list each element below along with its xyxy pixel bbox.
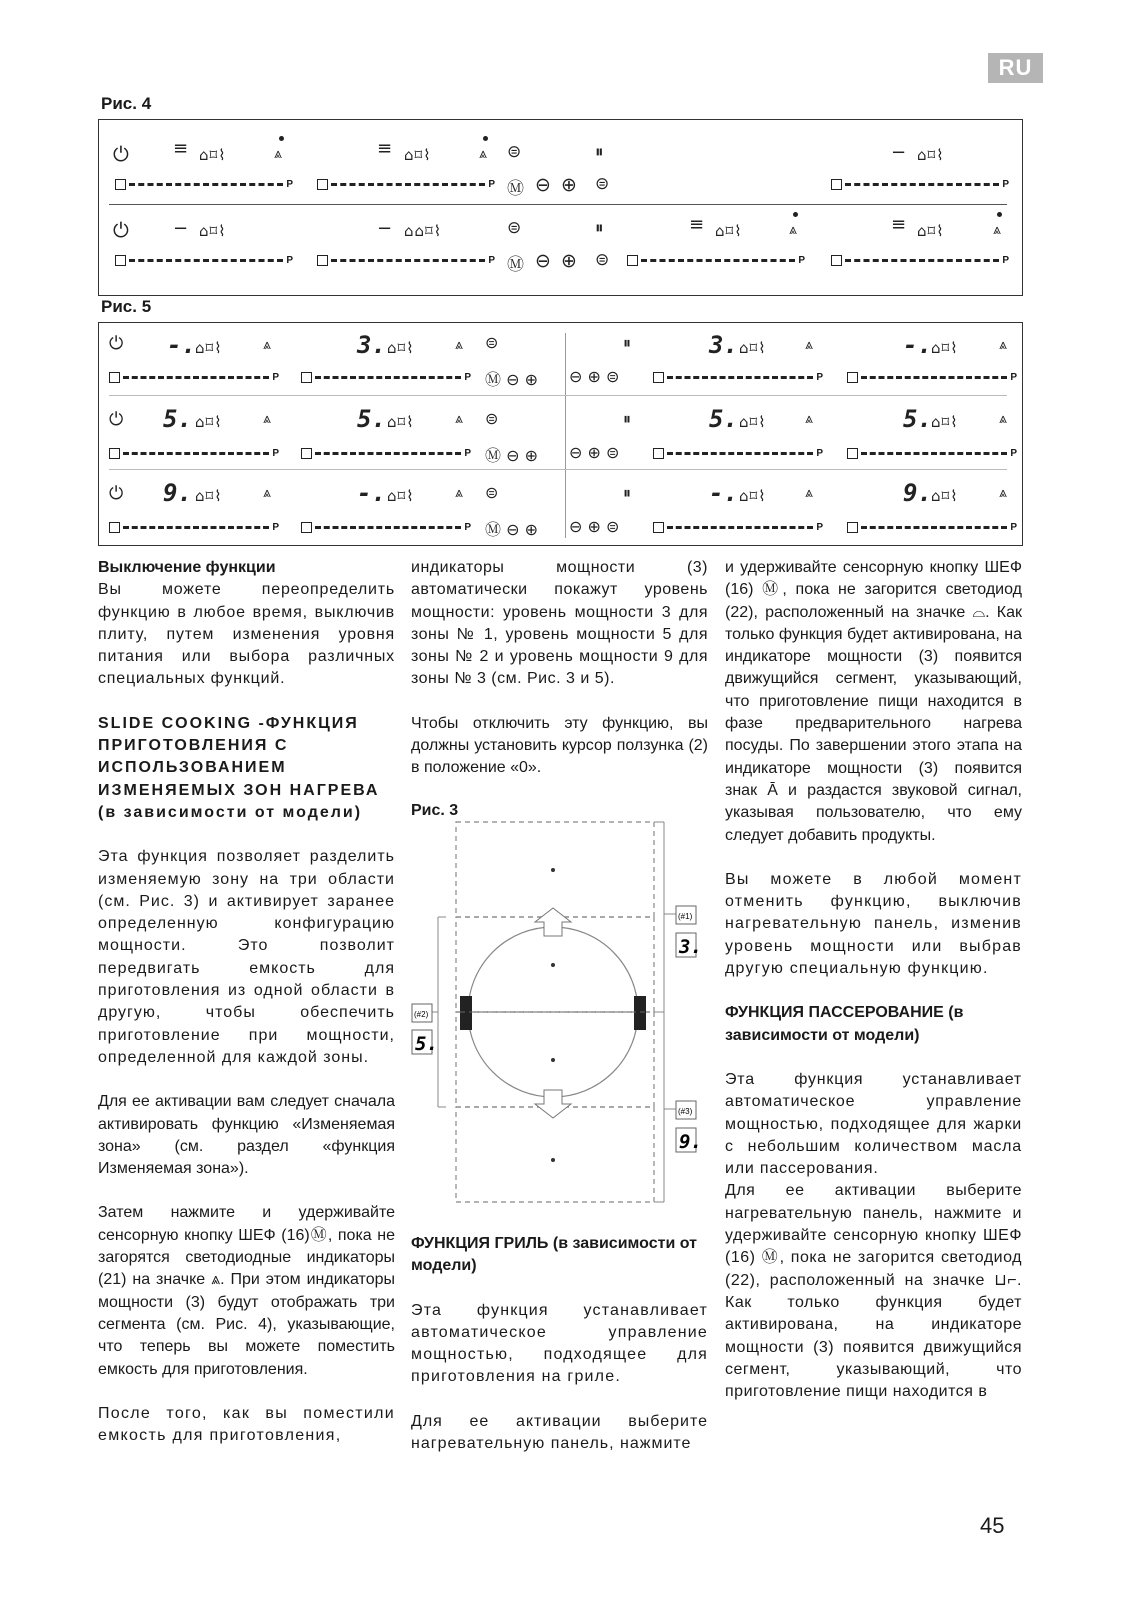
pot-icons: ⌂⌑⌇ <box>917 222 945 240</box>
power-display: -. <box>709 479 738 507</box>
power-display: 9. <box>163 479 192 507</box>
power-display: 3. <box>357 331 386 359</box>
chef-zone-icon: ⩓ <box>479 146 487 162</box>
power-display: 5. <box>709 405 738 433</box>
slider[interactable]: P <box>301 371 471 383</box>
slider[interactable]: P <box>109 447 279 459</box>
chef-button-icon[interactable]: Ⓜ <box>507 255 524 275</box>
slider[interactable]: P <box>301 447 471 459</box>
slider[interactable]: P <box>653 447 823 459</box>
slider[interactable]: P <box>627 254 805 266</box>
lock-icon[interactable]: ⊜ <box>507 142 522 162</box>
minus-button-icon[interactable]: ⊖ <box>535 250 551 272</box>
slider[interactable]: P <box>847 521 1017 533</box>
level-indicator: ≡ <box>689 214 705 235</box>
zone-tag: (#1) <box>678 912 693 921</box>
slider[interactable]: P <box>653 521 823 533</box>
zone-display: 9. <box>679 1131 702 1153</box>
zone-tag: (#3) <box>678 1107 693 1116</box>
zone-display: 5. <box>415 1033 438 1055</box>
power-display: -. <box>167 331 196 359</box>
slider[interactable]: P <box>115 254 293 266</box>
level-indicator: − <box>891 142 907 163</box>
paragraph: Для ее активации выберите нагревательную панель, нажмите <box>411 1412 708 1453</box>
power-icon: ⏻ <box>113 142 129 166</box>
text-column-2 <box>411 557 708 802</box>
slider[interactable]: P <box>115 178 293 190</box>
paragraph: Вы можете переопределить функцию в любое время, выключив плиту, путем изменения уровня питания или выбора различных специальных функций. <box>98 581 395 688</box>
level-indicator: ≡ <box>377 138 393 159</box>
slider[interactable]: P <box>653 371 823 383</box>
pause-icon[interactable]: ⏸ <box>595 218 604 238</box>
level-indicator: ≡ <box>173 138 189 159</box>
paragraph: Эта функция позволяет разделить изменяемую зону на три области (см. Рис. 3) и активирует заранее определенную конфигурацию мощности. Это позволит передвигать емкость для приготовления из одной области в другую, чтобы обеспечить приготовление при мощности, определенной для каждой зоны. <box>98 848 395 1066</box>
level-indicator: ≡ <box>891 214 907 235</box>
fig5-label: Рис. 5 <box>101 297 152 316</box>
slider[interactable]: P <box>847 447 1017 459</box>
menu-button-icon[interactable]: ⊜ <box>595 250 610 270</box>
power-display: 5. <box>903 405 932 433</box>
text-column-3 <box>725 557 1022 1425</box>
slider[interactable]: P <box>831 254 1009 266</box>
pot-icons: ⌂⌑⌇ <box>715 222 743 240</box>
paragraph: После того, как вы поместили емкость для приготовления, <box>98 1404 395 1445</box>
text-column-1 <box>98 557 395 1469</box>
power-display: 3. <box>709 331 738 359</box>
lock-icon[interactable]: ⊜ <box>507 218 522 238</box>
power-display: 5. <box>357 405 386 433</box>
slider[interactable]: P <box>109 521 279 533</box>
power-display: 9. <box>903 479 932 507</box>
power-icon: ⏻ <box>113 218 129 242</box>
chef-zone-icon: ⩓ <box>789 222 797 238</box>
level-indicator: − <box>377 218 393 239</box>
fig5-panel: ⏻ -. ⌂⌑⌇ ⩓ 3. ⌂⌑⌇ ⩓ ⊜ ⏸ 3. ⌂⌑⌇ ⩓ -. ⌂⌑⌇ ⩓ P P Ⓜ ⊖ ⊕ ⊖ ⊕ ⊜ P P ⏻ 5. ⌂⌑⌇ ⩓ 5. ⌂⌑⌇ ⩓ ⊜ ⏸ 5. ⌂⌑⌇ ⩓ 5. ⌂⌑⌇ ⩓ P P Ⓜ ⊖ ⊕ ⊖ ⊕ ⊜ P P ⏻ 9. ⌂⌑⌇ ⩓ -. ⌂⌑⌇ ⩓ ⊜ ⏸ -. ⌂⌑⌇ ⩓ 9. ⌂⌑⌇ ⩓ P P Ⓜ ⊖ ⊕ ⊖ ⊕ ⊜ P P <box>98 322 1023 546</box>
paragraph: Затем нажмите и удерживайте сенсорную кнопку ШЕФ (16)Ⓜ, пока не загорятся светодиодные индикаторы (21) на значке ⩓. При этом индикаторы мощности (3) будут отображать три сегмента (см. Рис. 4), указывающие, что теперь вы можете поместить емкость для приготовления. <box>98 1204 395 1378</box>
fig4-panel <box>98 119 1023 296</box>
page-number: 45 <box>980 1513 1005 1538</box>
pot-icons: ⌂⌂⌑⌇ <box>404 222 443 240</box>
section-heading: Выключение функции <box>98 559 276 576</box>
slider[interactable]: P <box>301 521 471 533</box>
chef-zone-icon: ⩓ <box>274 146 282 162</box>
section-heading: ФУНКЦИЯ ГРИЛЬ (в зависимости от модели) <box>411 1235 697 1275</box>
menu-button-icon[interactable]: ⊜ <box>595 174 610 194</box>
pot-icons: ⌂⌑⌇ <box>917 146 945 164</box>
pot-icons: ⌂⌑⌇ <box>199 222 227 240</box>
power-display: -. <box>357 479 386 507</box>
section-heading: ФУНКЦИЯ ПАССЕРОВАНИЕ (в зависимости от модели) <box>725 1004 964 1044</box>
paragraph: Для ее активации выберите нагревательную панель, нажмите и удерживайте сенсорную кнопку ШЕФ (16) Ⓜ, пока не загорится светодиод (22), расположенный на значке ⊔⌐. Как только функция будет активирована, на индикаторе мощности (3) появится движущийся сегмент, указывающий, что приготовление пищи находится в <box>725 1182 1022 1401</box>
chef-zone-icon: ⩓ <box>993 222 1001 238</box>
slider[interactable]: P <box>831 178 1009 190</box>
level-indicator: − <box>173 218 189 239</box>
plus-button-icon[interactable]: ⊕ <box>561 174 577 196</box>
pot-icons: ⌂⌑⌇ <box>199 146 227 164</box>
slider[interactable]: P <box>317 178 495 190</box>
paragraph: индикаторы мощности (3) автоматически покажут уровень мощности: уровень мощности 3 для зоны № 1, уровень мощности 5 для зоны № 2 и уровень мощности 9 для зоны № 3 (см. Рис. 3 и 5). <box>411 559 708 688</box>
paragraph: Для ее активации вам следует сначала активировать функцию «Изменяемая зона» (см. раздел «функция Изменяемая зона»). <box>98 1093 395 1178</box>
minus-button-icon[interactable]: ⊖ <box>535 174 551 196</box>
paragraph: и удерживайте сенсорную кнопку ШЕФ (16) Ⓜ, пока не загорится светодиод (22), расположенный на значке ⌓. Как только функция будет активирована, на индикаторе мощности (3) появится движущийся сегмент, указывающий, что приготовление пищи находится в фазе предварительного нагрева посуды. По завершении этого этапа на индикаторе мощности (3) появится знак Ā и раздастся звуковой сигнал, указывая пользователю, что ему следует добавить продукты. <box>725 559 1022 844</box>
paragraph: Вы можете в любой момент отменить функцию, выключив нагревательную панель, изменив уровень мощности или выбрав другую специальную функцию. <box>725 870 1022 978</box>
fig4-label: Рис. 4 <box>101 94 152 113</box>
paragraph: Эта функция устанавливает автоматическое управление мощностью, подходящее для приготовления на гриле. <box>411 1301 708 1386</box>
paragraph: Чтобы отключить эту функцию, вы должны установить курсор ползунка (2) в положение «0». <box>411 714 708 777</box>
slider[interactable]: P <box>109 371 279 383</box>
zone-tag: (#2) <box>414 1010 429 1019</box>
plus-button-icon[interactable]: ⊕ <box>561 250 577 272</box>
slider[interactable]: P <box>317 254 495 266</box>
text-column-2-lower <box>411 1233 708 1477</box>
slider[interactable]: P <box>847 371 1017 383</box>
fig3-label: Рис. 3 <box>411 802 459 819</box>
language-badge: RU <box>988 53 1043 83</box>
section-heading: SLIDE COOKING -ФУНКЦИЯ ПРИГОТОВЛЕНИЯ С ИСПОЛЬЗОВАНИЕМ ИЗМЕНЯЕМЫХ ЗОН НАГРЕВА (в зависимости от модели) <box>98 714 380 821</box>
zone-display: 3. <box>679 936 702 958</box>
power-display: -. <box>903 331 932 359</box>
fig3-diagram <box>410 818 710 1213</box>
paragraph: Эта функция устанавливает автоматическое управление мощностью, подходящее для жарки с небольшим количеством масла или пассерования. <box>725 1070 1022 1178</box>
power-display: 5. <box>163 405 192 433</box>
pause-icon[interactable]: ⏸ <box>595 142 604 162</box>
pot-icons: ⌂⌑⌇ <box>404 146 432 164</box>
chef-button-icon[interactable]: Ⓜ <box>507 179 524 199</box>
